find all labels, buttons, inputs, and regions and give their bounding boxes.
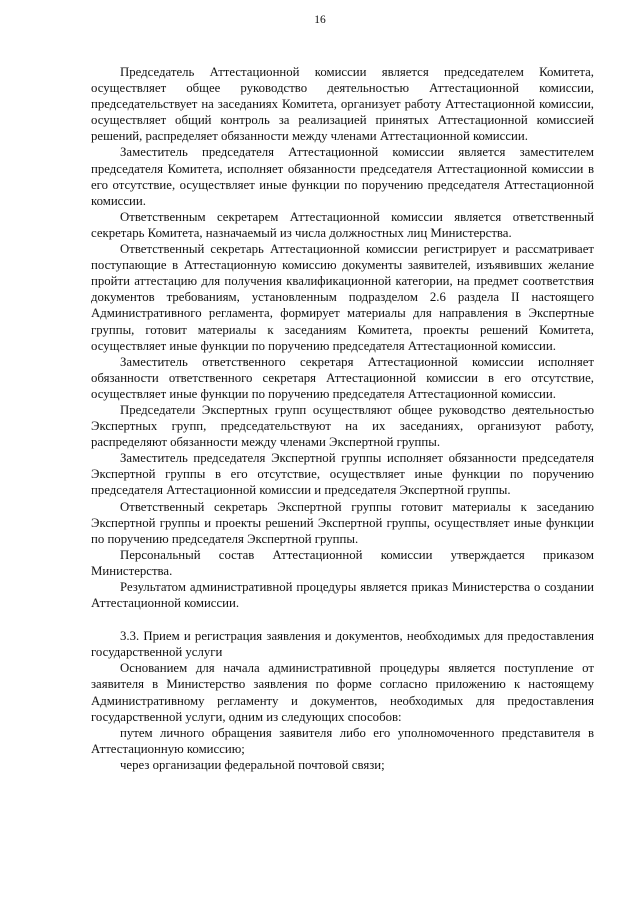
- list-item-personal-visit: путем личного обращения заявителя либо его уполномоченного представителя в Аттестационную комиссию;: [91, 725, 594, 756]
- section-heading-3-3: 3.3. Прием и регистрация заявления и документов, необходимых для предоставления государственной услуги: [91, 629, 594, 660]
- page-number: 16: [314, 14, 326, 26]
- paragraph-result: Результатом административной процедуры является приказ Министерства о создании Аттестационной комиссии.: [91, 580, 594, 611]
- paragraph-expert-group-secretary: Ответственный секретарь Экспертной группы готовит материалы к заседанию Экспертной группы и проекты решений Экспертной группы, осуществляет иные функции по поручению председателя Экспертной группы.: [91, 499, 594, 546]
- list-item-postal: через организации федеральной почтовой связи;: [120, 757, 385, 772]
- paragraph-deputy-secretary: Заместитель ответственного секретаря Аттестационной комиссии исполняет обязанности ответственного секретаря Аттестационной комиссии в его отсутствие, осуществляет иные функции по поручению председателя Аттестационной комиссии.: [91, 354, 594, 401]
- paragraph-secretary-duties: Ответственный секретарь Аттестационной комиссии регистрирует и рассматривает поступающие в Аттестационную комиссию документы заявителей, изъявивших желание пройти аттестацию для получения квалификационной категории, на предмет соответствия документов требованиям, установленным подразделом 2.6 раздела II настоящего Административного регламента, формирует материалы для направления в Экспертные группы, готовит материалы к заседаниям Комитета, проекты решений Комитета, осуществляет иные функции по поручению председателя Аттестационной комиссии.: [91, 242, 594, 353]
- document-body: [91, 64, 594, 773]
- paragraph-executive-secretary: Ответственным секретарем Аттестационной комиссии является ответственный секретарь Комитета, назначаемый из числа должностных лиц Министерства.: [91, 209, 594, 240]
- paragraph-personnel: Персональный состав Аттестационной комиссии утверждается приказом Министерства.: [91, 547, 594, 578]
- paragraph-expert-group-chairs: Председатели Экспертных групп осуществляют общее руководство деятельностью Экспертных групп, председательствуют на их заседаниях, организуют работу, распределяют обязанности между членами Экспертной группы.: [91, 402, 594, 450]
- paragraph-commission-chairman: Председатель Аттестационной комиссии является председателем Комитета, осуществляет общее руководство деятельностью Аттестационной комиссии, председательствует на заседаниях Комитета, организует работу Аттестационной комиссии, осуществляет общий контроль за реализацией принятых Аттестационной комиссией решений, распределяет обязанности между членами Аттестационной комиссии.: [91, 65, 594, 144]
- paragraph-basis: Основанием для начала административной процедуры является поступление от заявителя в Министерство заявления по форме согласно приложению к настоящему Административному регламенту и документов, необходимых для предоставления государственной услуги, одним из следующих способов:: [91, 661, 594, 724]
- paragraph-deputy-chairman: Заместитель председателя Аттестационной комиссии является заместителем председателя Комитета, исполняет обязанности председателя Аттестационной комиссии в его отсутствие, осуществляет иные функции по поручению председателя Аттестационной комиссии.: [91, 145, 594, 208]
- paragraph-expert-group-deputy: Заместитель председателя Экспертной группы исполняет обязанности председателя Экспертной группы в его отсутствие, осуществляет иные функции по поручению председателя Аттестационной комиссии и председателя Экспертной группы.: [91, 451, 594, 498]
